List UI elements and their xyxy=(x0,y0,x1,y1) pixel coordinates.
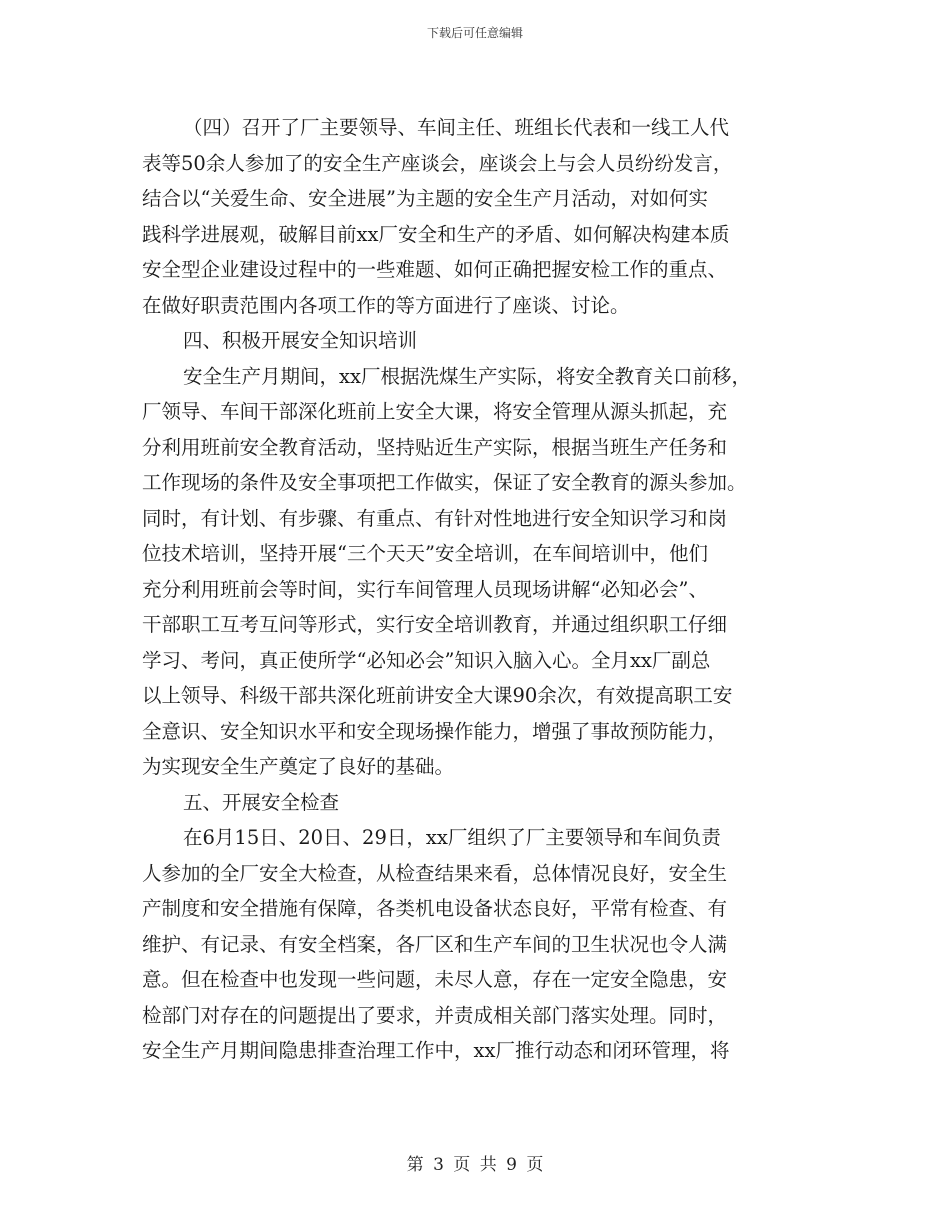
text-line: 位技术培训，坚持开展“三个天天”安全培训，在车间培训中，他们 xyxy=(142,542,708,565)
text-line: 人参加的全厂安全大检查，从检查结果来看，总体情况良好，安全生 xyxy=(142,861,728,885)
text-line: 同时，有计划、有步骤、有重点、有针对性地进行安全知识学习和岗 xyxy=(142,506,728,530)
text-line: 工作现场的条件及安全事项把工作做实，保证了安全教育的源头参加。 xyxy=(142,471,747,494)
text-line: 产制度和安全措施有保障，各类机电设备状态良好，平常有检查、有 xyxy=(142,897,728,920)
text-line: 结合以“关爱生命、安全进展”为主题的安全生产月活动，对如何实 xyxy=(142,187,708,210)
text-line: 安全型企业建设过程中的一些难题、如何正确把握安检工作的重点、 xyxy=(142,258,728,281)
text-line: 维护、有记录、有安全档案，各厂区和生产车间的卫生状况也令人满 xyxy=(142,932,728,956)
text-line: 在6月15日、20日、29日，xx厂组织了厂主要领导和车间负责 xyxy=(183,826,721,849)
text-line: 安全生产月期间，xx厂根据洗煤生产实际，将安全教育关口前移， xyxy=(183,364,751,388)
page-header: 下载后可任意编辑 xyxy=(426,26,523,40)
document-body xyxy=(142,110,810,1069)
text-line: 意。但在检查中也发现一些问题，未尽人意，存在一定安全隐患，安 xyxy=(142,968,728,991)
text-line: 五、开展安全检查 xyxy=(183,790,340,814)
text-line: 践科学进展观，破解目前xx厂安全和生产的矛盾、如何解决构建本质 xyxy=(142,222,730,246)
text-line: 表等50余人参加了的安全生产座谈会，座谈会上与会人员纷纷发言， xyxy=(142,151,733,175)
page-footer: 第 3 页 共 9 页 xyxy=(406,1155,544,1175)
text-line: 安全生产月期间隐患排查治理工作中，xx厂推行动态和闭环管理，将 xyxy=(142,1039,730,1062)
text-line: 检部门对存在的问题提出了要求，并责成相关部门落实处理。同时， xyxy=(142,1003,728,1027)
text-line: （四）召开了厂主要领导、车间主任、班组长代表和一线工人代 xyxy=(183,116,730,139)
text-line: 干部职工互考互问等形式，实行安全培训教育，并通过组织职工仔细 xyxy=(142,613,728,636)
text-line: 学习、考问，真正使所学“必知必会”知识入脑入心。全月xx厂副总 xyxy=(142,648,711,672)
text-line: 分利用班前安全教育活动，坚持贴近生产实际，根据当班生产任务和 xyxy=(142,435,728,459)
text-line: 以上领导、科级干部共深化班前讲安全大课90余次，有效提高职工安 xyxy=(142,684,733,707)
text-line: 全意识、安全知识水平和安全现场操作能力，增强了事故预防能力， xyxy=(142,719,728,743)
text-line: 四、积极开展安全知识培训 xyxy=(183,329,418,352)
text-line: 厂领导、车间干部深化班前上安全大课，将安全管理从源头抓起，充 xyxy=(142,400,728,423)
text-line: 为实现安全生产奠定了良好的基础。 xyxy=(142,755,455,778)
text-line: 充分利用班前会等时间，实行车间管理人员现场讲解“必知必会”、 xyxy=(142,577,708,601)
text-line: 在做好职责范围内各项工作的等方面进行了座谈、讨论。 xyxy=(142,293,630,317)
